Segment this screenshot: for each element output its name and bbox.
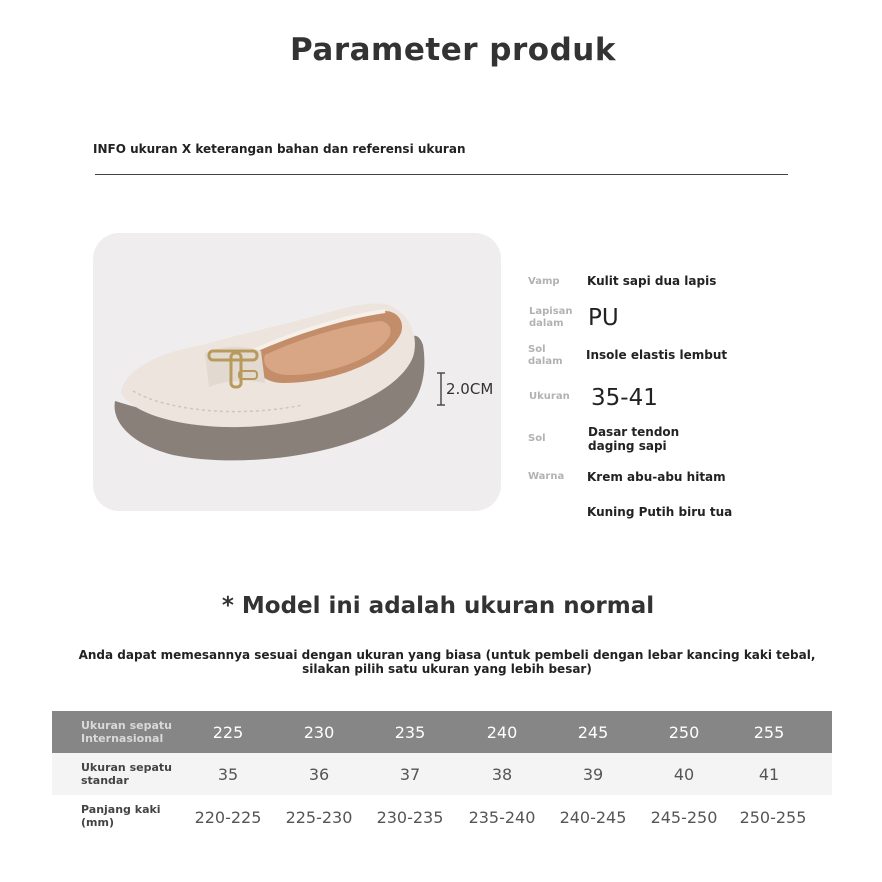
spec-value-sole: Dasar tendon daging sapi	[588, 425, 680, 453]
table-cell: 250	[668, 722, 700, 742]
spec-label-vamp: Vamp	[528, 276, 560, 287]
spec-label-insole: Sol dalam	[528, 344, 563, 367]
spec-value-color-1: Krem abu-abu hitam	[587, 470, 726, 484]
size-note-title: * Model ini adalah ukuran normal	[221, 593, 655, 619]
row-label: Ukuran sepatu standar	[81, 761, 172, 787]
table-row-international	[52, 711, 832, 753]
table-cell: 35	[217, 764, 239, 784]
spec-label-lining: Lapisan dalam	[529, 306, 573, 329]
table-cell: 39	[582, 764, 604, 784]
table-cell: 41	[758, 764, 780, 784]
spec-value-insole: Insole elastis lembut	[586, 348, 728, 362]
spec-label-size: Ukuran	[529, 391, 570, 402]
table-cell: 220-225	[194, 807, 262, 827]
table-cell: 255	[753, 722, 785, 742]
table-cell: 225	[212, 722, 244, 742]
size-note-line-1: Anda dapat memesannya sesuai dengan ukuran yang biasa (untuk pembeli dengan lebar kancing kaki tebal,	[78, 648, 816, 662]
table-cell: 37	[399, 764, 421, 784]
table-row-foot-length	[52, 795, 832, 839]
table-cell: 230-235	[376, 807, 444, 827]
row-label: Ukuran sepatu Internasional	[81, 719, 172, 745]
table-cell: 250-255	[739, 807, 807, 827]
table-cell: 245-250	[650, 807, 718, 827]
spec-value-color-2: Kuning Putih biru tua	[587, 505, 733, 519]
page-title: Parameter produk	[290, 32, 616, 68]
table-cell: 235	[394, 722, 426, 742]
spec-value-size: 35-41	[591, 385, 658, 411]
table-cell: 245	[577, 722, 609, 742]
table-cell: 38	[491, 764, 513, 784]
table-cell: 235-240	[468, 807, 536, 827]
row-label: Panjang kaki (mm)	[81, 803, 161, 829]
spec-value-vamp: Kulit sapi dua lapis	[587, 274, 717, 288]
table-cell: 225-230	[285, 807, 353, 827]
table-cell: 240	[486, 722, 518, 742]
table-cell: 240-245	[559, 807, 627, 827]
spec-label-sole: Sol	[528, 433, 546, 444]
section-subtitle: INFO ukuran X keterangan bahan dan referensi ukuran	[93, 142, 466, 156]
table-cell: 230	[303, 722, 335, 742]
spec-value-lining: PU	[588, 305, 619, 331]
heel-height-bracket	[436, 372, 446, 406]
table-cell: 40	[673, 764, 695, 784]
table-row-standard	[52, 753, 832, 795]
heel-height-label: 2.0CM	[446, 380, 494, 398]
size-note-description	[0, 648, 882, 676]
spec-label-color: Warna	[528, 471, 565, 482]
size-note-line-2: silakan pilih satu ukuran yang lebih besar)	[302, 662, 592, 676]
divider	[95, 174, 788, 175]
table-cell: 36	[308, 764, 330, 784]
size-table	[52, 711, 832, 839]
